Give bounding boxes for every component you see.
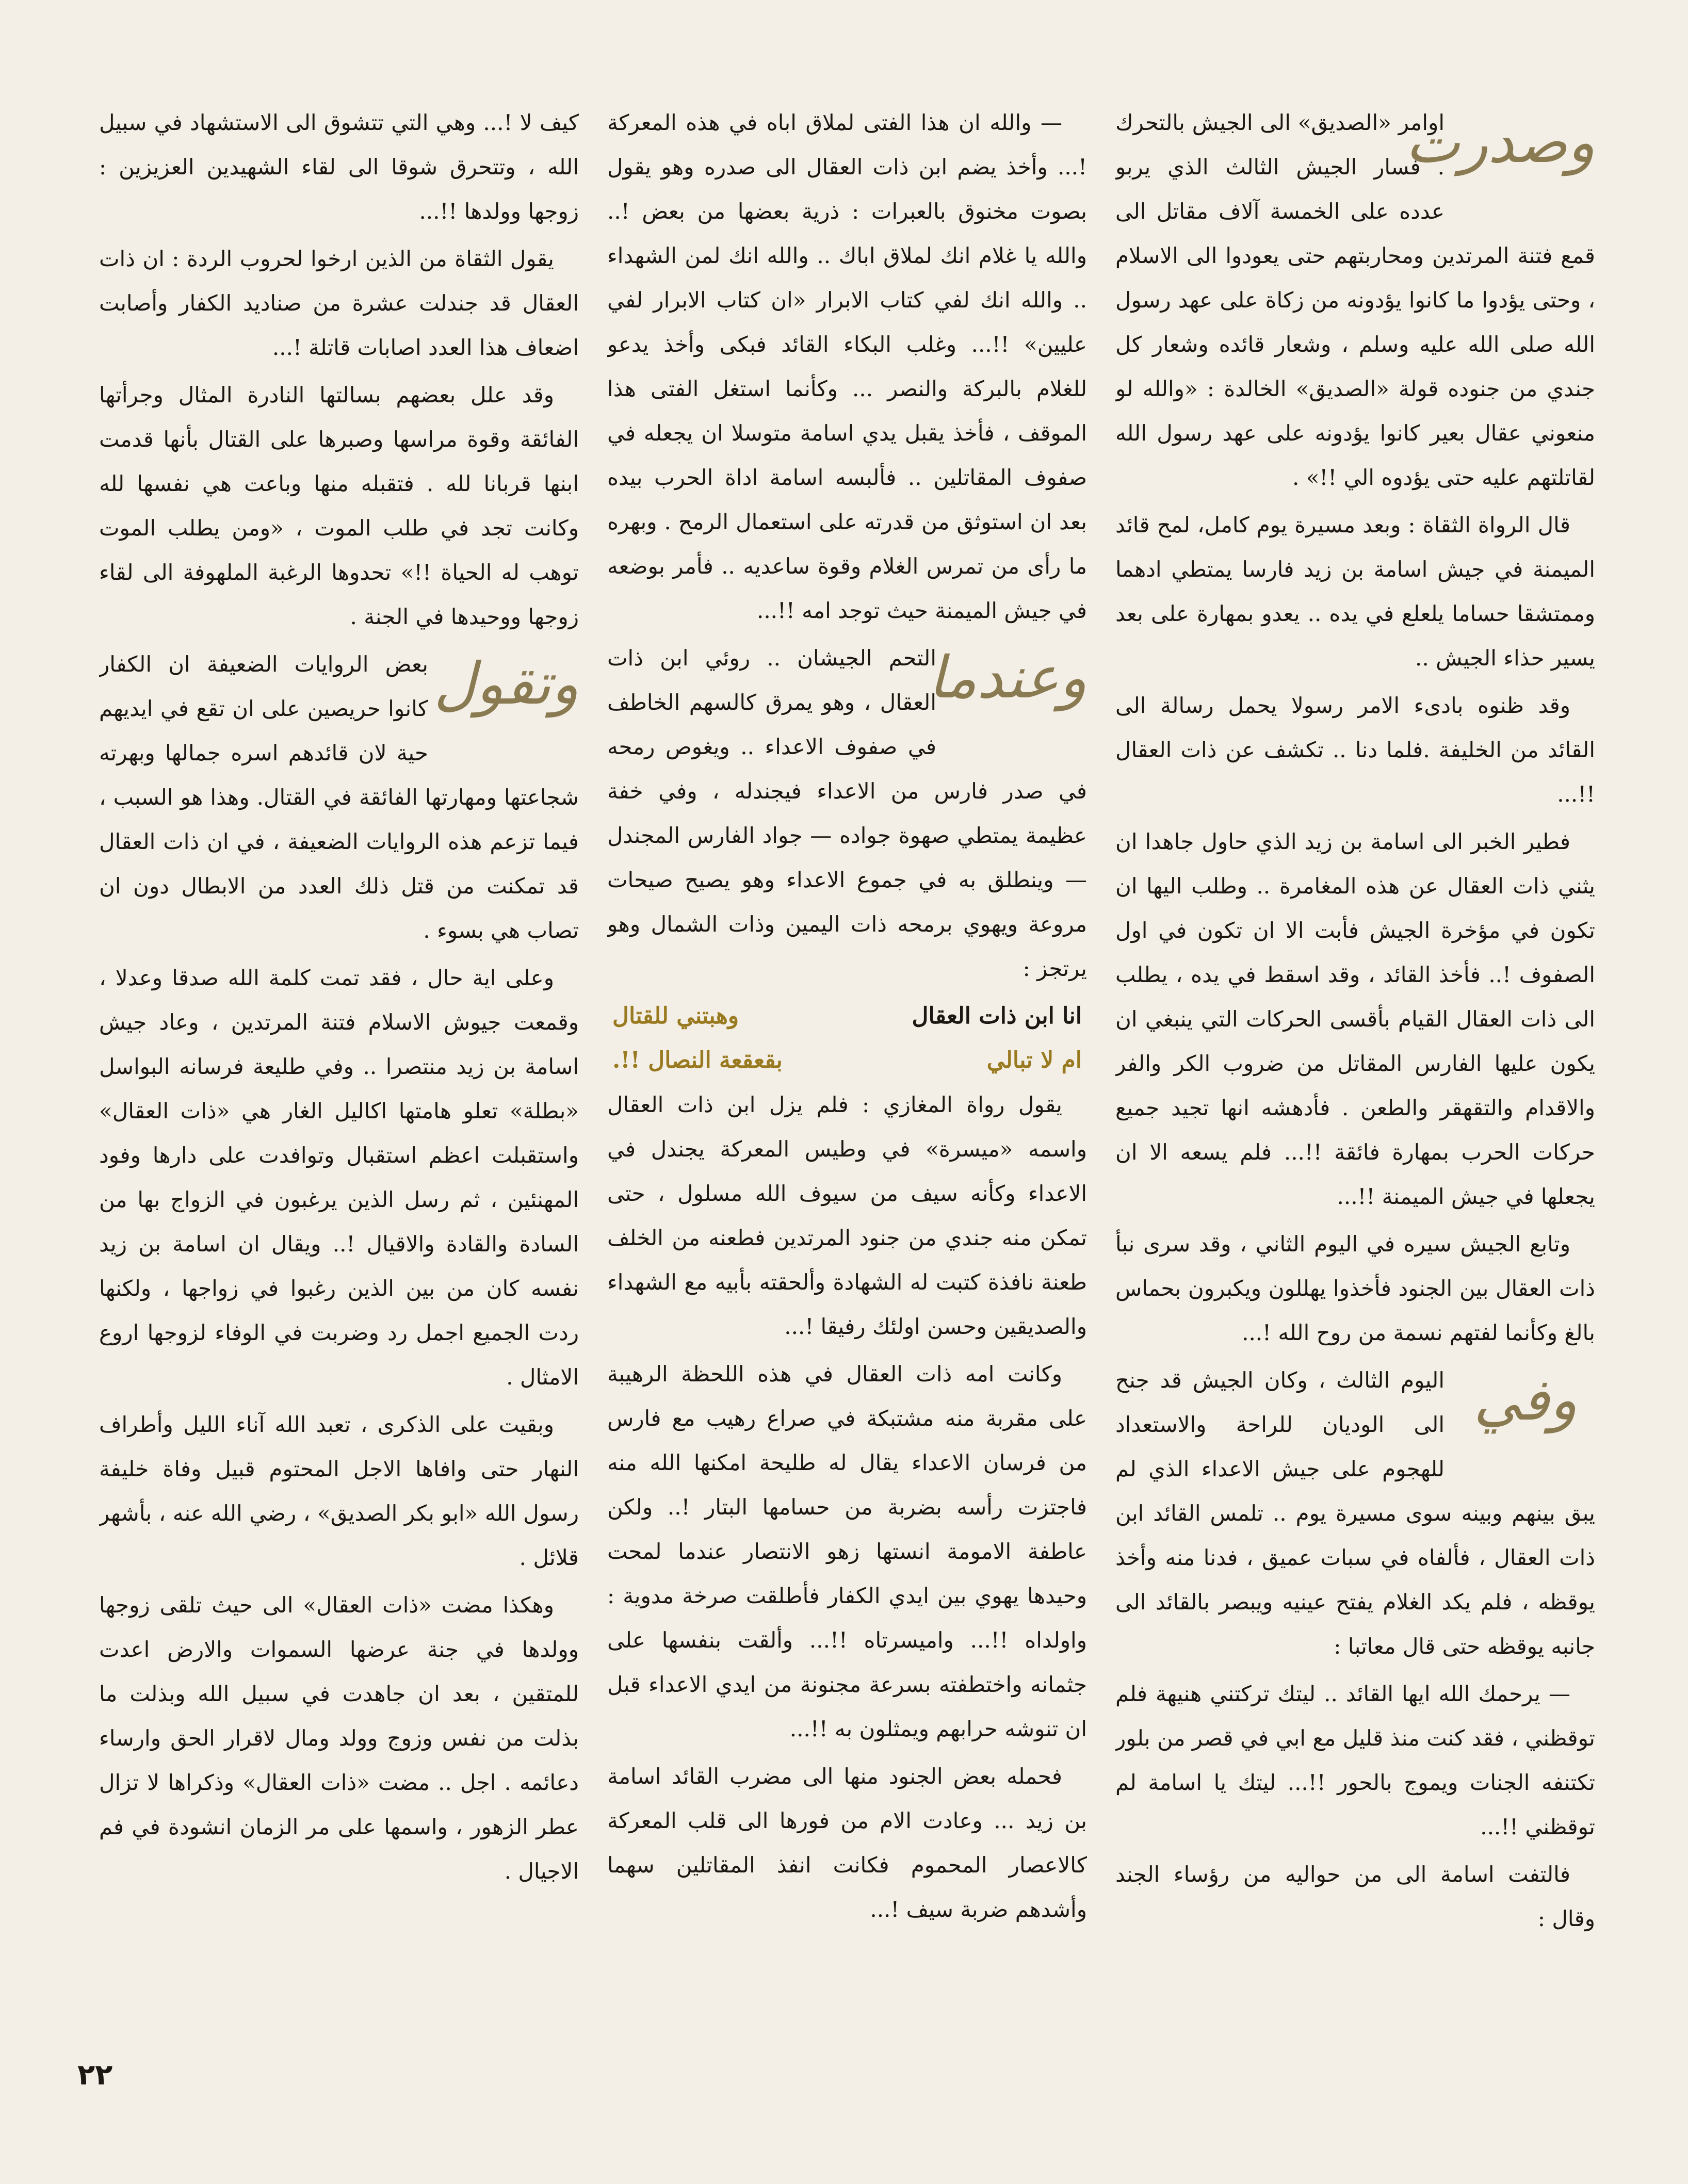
verse-line <box>607 1038 1087 1083</box>
paragraph: وعلى اية حال ، فقد تمت كلمة الله صدقا وعدلا ، وقمعت جيوش الاسلام فتنة المرتدين ، وعاد جيش اسامة بن زيد منتصرا .. وفي طليعة فرسانه البواسل «بطلة» تعلو هامتها اكاليل الغار هي «ذات العقال» واستقبلت اعظم استقبال وتوافدت على دارها وفود المهنئين ، ثم رسل الذين يرغبون في الزواج بها من السادة والقادة والاقيال !.. ويقال ان اسامة بن زيد نفسه كان من بين الذين رغبوا في زواجها ، ولكنها ردت الجميع اجمل رد وضربت في الوفاء لزوجها اروع الامثال . <box>99 965 579 1390</box>
paragraph: بعض الروايات الضعيفة ان الكفار كانوا حريصين على ان تقع في ايديهم حية لان قائدهم اسره جمالها وبهرته شجاعتها ومهارتها الفائقة في القتال. وهذا هو السبب ، فيما تزعم هذه الروايات الضعيفة ، في ان ذات العقال قد تمكنت من قتل ذلك العدد من الابطال دون ان تصاب هي بسوء . <box>99 651 579 943</box>
paragraph: يقول رواة المغازي : فلم يزل ابن ذات العقال واسمه «ميسرة» في وطيس المعركة يجندل في الاعداء وكأنه سيف من سيوف الله مسلول ، حتى تمكن منه جندي من جنود المرتدين فطعنه من الخلف طعنة نافذة كتبت له الشهادة وألحقته بأبيه مع الشهداء والصديقين وحسن اولئك رفيقا !... <box>607 1092 1087 1339</box>
paragraph: — والله ان هذا الفتى لملاق اباه في هذه المعركة !... وأخذ يضم ابن ذات العقال الى صدره وهو يقول بصوت مخنوق بالعبرات : ذرية بعضها من بعض !.. والله يا غلام انك لملاق اباك .. والله انك لمن الشهداء .. والله انك لفي كتاب الابرار «ان كتاب الابرار لفي عليين» !!... وغلب البكاء القائد فبكى وأخذ يدعو للغلام بالبركة والنصر ... وكأنما استغل الفتى هذا الموقف ، فأخذ يقبل يدي اسامة متوسلا ان يجعله في صفوف المقاتلين .. فألبسه اسامة اداة الحرب بيده بعد ان استوثق من قدرته على استعمال الرمح . وبهره ما رأى من تمرس الغلام وقوة ساعديه .. فأمر بوضعه في جيش الميمنة حيث توجد امه !!... <box>607 110 1087 623</box>
paragraph: وتابع الجيش سيره في اليوم الثاني ، وقد سرى نبأ ذات العقال بين الجنود فأخذوا يهللون ويكبرون بحماس بالغ وكأنما لفتهم نسمة من روح الله !... <box>1115 1231 1595 1345</box>
paragraph: قال الرواة الثقاة : وبعد مسيرة يوم كامل، لمح قائد الميمنة في جيش اسامة بن زيد فارسا يمتطي ادهما وممتشقا حساما يلعلع في يده .. يعدو بمهارة على بعد يسير حذاء الجيش .. <box>1115 512 1595 671</box>
paragraph: وهكذا مضت «ذات العقال» الى حيث تلقى زوجها وولدها في جنة عرضها السموات والارض اعدت للمتقين ، بعد ان جاهدت في سبيل الله وبذلت ما بذلت من نفس وزوج وولد ومال لاقرار الحق وارساء دعائمه . اجل .. مضت «ذات العقال» وذكراها لا تزال عطر الزهور ، واسمها على مر الزمان انشودة في فم الاجيال . <box>99 1592 579 1884</box>
paragraph: التحم الجيشان .. روئي ابن ذات العقال ، وهو يمرق كالسهم الخاطف في صفوف الاعداء .. ويغوص رمحه في صدر فارس من الاعداء فيجندله ، وفي خفة عظيمة يمتطي صهوة جواده — جواد الفارس المجندل — وينطلق به في جموع الاعداء وهو يصيح صيحات مروعة ويهوي برمحه ذات اليمين وذات الشمال وهو يرتجز : <box>607 645 1087 981</box>
paragraph: فطير الخبر الى اسامة بن زيد الذي حاول جاهدا ان يثني ذات العقال عن هذه المغامرة .. وطلب اليها ان تكون في مؤخرة الجيش فأبت الا ان تكون في اول الصفوف !.. فأخذ القائد ، وقد اسقط في يده ، يطلب الى ذات العقال القيام بأقسى الحركات التي ينبغي ان يكون عليها الفارس المقاتل من ضروب الكر والفر والاقدام والتقهقر والطعن . فأدهشه انها تجيد جميع حركات الحرب بمهارة فائقة !!... فلم يسعه الا ان يجعلها في جيش الميمنة !!... <box>1115 829 1595 1209</box>
article-column-middle <box>607 101 1087 2061</box>
drop-cap-word: وعندما <box>928 644 1087 711</box>
drop-cap-word: وفي <box>1473 1366 1578 1433</box>
verse-hemistich: ام لا تبالي <box>986 1047 1082 1073</box>
paragraph: — يرحمك الله ايها القائد .. ليتك تركتني هنيهة فلم توقظني ، فقد كنت منذ قليل مع ابي في قصر من بلور تكتنفه الجنات ويموج بالحور !!... ليتك يا اسامة لم توقظني !!... <box>1115 1681 1595 1839</box>
paragraph: اليوم الثالث ، وكان الجيش قد جنح الى الوديان للراحة والاستعداد للهجوم على جيش الاعداء الذي لم يبق بينهم وبينه سوى مسيرة يوم .. تلمس القائد ابن ذات العقال ، فألفاه في سبات عميق ، فدنا منه وأخذ يوقظه ، فلم يكد الغلام يفتح عينيه ويبصر بالقائد الى جانبه يوقظه حتى قال معاتبا : <box>1115 1367 1595 1659</box>
page-number: ٢٢ <box>77 2058 113 2092</box>
article-column-right <box>1115 101 1595 2061</box>
paragraph: وقد ظنوه بادىء الامر رسولا يحمل رسالة الى القائد من الخليفة .فلما دنا .. تكشف عن ذات العقال !!... <box>1115 693 1595 807</box>
paragraph: كيف لا !... وهي التي تتشوق الى الاستشهاد في سبيل الله ، وتتحرق شوقا الى لقاء الشهيدين العزيزين : زوجها وولدها !!... <box>99 110 579 224</box>
paragraph: فحمله بعض الجنود منها الى مضرب القائد اسامة بن زيد ... وعادت الام من فورها الى قلب المعركة كالاعصار المحموم فكانت انفذ المقاتلين سهما وأشدهم ضربة سيف !... <box>607 1764 1087 1922</box>
paragraph: وبقيت على الذكرى ، تعبد الله آناء الليل وأطراف النهار حتى وافاها الاجل المحتوم قبيل وفاة خليفة رسول الله «ابو بكر الصديق» ، رضي الله عنه ، بأشهر قلائل . <box>99 1412 579 1570</box>
paragraph: اوامر «الصديق» الى الجيش بالتحرك . فسار الجيش الثالث الذي يربو عدده على الخمسة آلاف مقاتل الى قمع فتنة المرتدين ومحاربتهم حتى يعودوا الى الاسلام ، وحتى يؤدوا ما كانوا يؤدونه من زكاة على عهد رسول الله صلى الله عليه وسلم ، وشعار قائده وشعار كل جندي من جنوده قولة «الصديق» الخالدة : «والله لو منعوني عقال بعير كانوا يؤدونه على عهد رسول الله لقاتلتهم عليه حتى يؤدوه الي !!» . <box>1115 110 1595 490</box>
verse-hemistich: بقعقعة النصال !!. <box>612 1047 783 1073</box>
verse-hemistich: انا ابن ذات العقال <box>912 1003 1082 1029</box>
verse-hemistich: وهبتني للقتال <box>612 1003 739 1029</box>
article-column-left <box>99 101 579 2061</box>
paragraph: فالتفت اسامة الى من حواليه من رؤساء الجند وقال : <box>1115 1862 1595 1931</box>
drop-cap-word: وتقول <box>433 650 579 718</box>
paragraph: وكانت امه ذات العقال في هذه اللحظة الرهيبة على مقربة منه مشتبكة في صراع رهيب مع فارس من فرسان الاعداء يقال له طليحة امكنها الله منه فاجتزت رأسه بضربة من حسامها البتار !.. ولكن عاطفة الامومة انستها زهو الانتصار عندما لمحت وحيدها يهوي بين ايدي الكفار فأطلقت صرخة مدوية : واولداه !!... واميسرتاه !!... وألقت بنفسها على جثمانه واختطفته بسرعة مجنونة من ايدي الاعداء قبل ان تنوشه حرابهم ويمثلون به !!... <box>607 1361 1087 1741</box>
paragraph: يقول الثقاة من الذين ارخوا لحروب الردة : ان ذات العقال قد جندلت عشرة من صناديد الكفار وأصابت اضعاف هذا العدد اصابات قاتلة !... <box>99 246 579 360</box>
drop-cap-word: وصدرت <box>1405 109 1595 176</box>
paragraph: وقد علل بعضهم بسالتها النادرة المثال وجرأتها الفائقة وقوة مراسها وصبرها على القتال بأنها قدمت ابنها قربانا لله . فتقبله منها وباعت هي نفسها لله وكانت تجد في طلب الموت ، «ومن يطلب الموت توهب له الحياة !!» تحدوها الرغبة الملهوفة الى لقاء زوجها ووحيدها في الجنة . <box>99 382 579 629</box>
verse-line <box>607 994 1087 1038</box>
